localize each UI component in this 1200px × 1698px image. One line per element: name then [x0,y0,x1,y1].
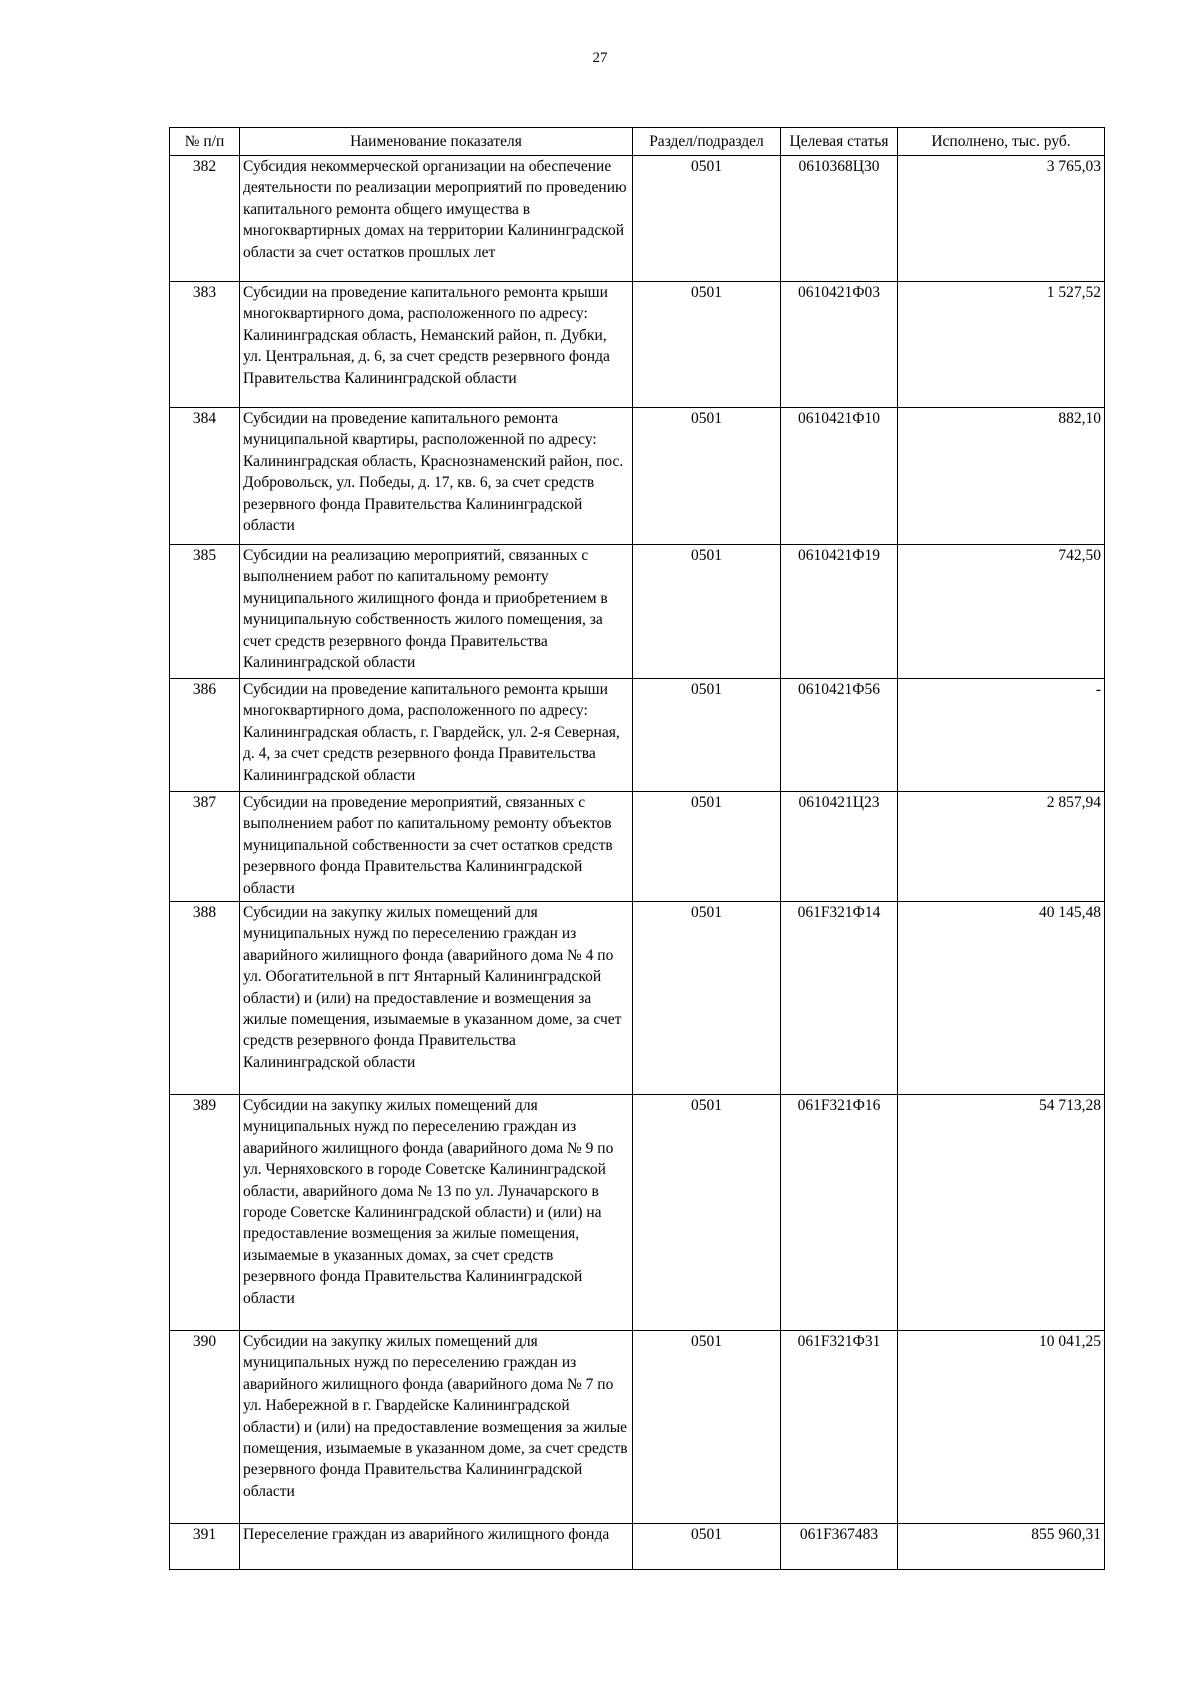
row-amount: 882,10 [898,408,1105,545]
row-name: Субсидии на проведение мероприятий, связанных с выполнением работ по капитальному ремонту объектов муниципальной собственности за счет остатков средств резервного фонда Правительства Калининградской области [240,792,633,902]
row-target: 0610421Ф19 [781,545,898,679]
row-target: 061F321Ф31 [781,1331,898,1524]
row-target: 0610421Ф03 [781,282,898,408]
col-header-amount: Исполнено, тыс. руб. [898,128,1105,156]
row-name: Субсидии на проведение капитального ремонта крыши многоквартирного дома, расположенного по адресу: Калининградская область, г. Гвардейск, ул. 2-я Северная, д. 4, за счет средств резервного фонда Правительства Калининградской области [240,679,633,792]
row-number: 389 [170,1095,240,1331]
row-number: 387 [170,792,240,902]
row-amount: 3 765,03 [898,156,1105,282]
row-name: Субсидии на закупку жилых помещений для муниципальных нужд по переселению граждан из аварийного жилищного фонда (аварийного дома № 9 по ул. Черняховского в городе Советске Калининградской области, аварийного дома № 13 по ул. Луначарского в городе Советске Калининградской области) и (или) на предоставление возмещения за жилые помещения, изымаемые в указанных домах, за счет средств резервного фонда Правительства Калининградской области [240,1095,633,1331]
row-number: 386 [170,679,240,792]
row-number: 391 [170,1524,240,1570]
table-row [170,792,1105,902]
table-row [170,902,1105,1095]
table-row [170,1331,1105,1524]
row-section: 0501 [633,282,781,408]
row-amount: 1 527,52 [898,282,1105,408]
table-row [170,1095,1105,1331]
table-row [170,282,1105,408]
row-amount: 10 041,25 [898,1331,1105,1524]
row-section: 0501 [633,408,781,545]
table-row [170,679,1105,792]
row-section: 0501 [633,1524,781,1570]
col-header-section: Раздел/подраздел [633,128,781,156]
row-amount: - [898,679,1105,792]
row-target: 061F321Ф16 [781,1095,898,1331]
row-target: 0610368Ц30 [781,156,898,282]
table-header [170,128,1105,156]
row-number: 384 [170,408,240,545]
row-section: 0501 [633,156,781,282]
row-amount: 40 145,48 [898,902,1105,1095]
row-section: 0501 [633,902,781,1095]
row-name: Субсидии на проведение капитального ремонта крыши многоквартирного дома, расположенного по адресу: Калининградская область, Неманский район, п. Дубки, ул. Центральная, д. 6, за счет средств резервного фонда Правительства Калининградской области [240,282,633,408]
header-row [170,128,1105,156]
row-number: 383 [170,282,240,408]
table-row [170,545,1105,679]
row-section: 0501 [633,679,781,792]
row-target: 061F367483 [781,1524,898,1570]
row-name: Субсидии на закупку жилых помещений для муниципальных нужд по переселению граждан из аварийного жилищного фонда (аварийного дома № 4 по ул. Обогатительной в пгт Янтарный Калининградской области) и (или) на предоставление и возмещения за жилые помещения, изымаемые в указанном доме, за счет средств резервного фонда Правительства Калининградской области [240,902,633,1095]
row-number: 382 [170,156,240,282]
row-amount: 855 960,31 [898,1524,1105,1570]
report-table [169,127,1105,1570]
col-header-num: № п/п [170,128,240,156]
row-section: 0501 [633,1331,781,1524]
row-amount: 54 713,28 [898,1095,1105,1331]
row-section: 0501 [633,1095,781,1331]
col-header-name: Наименование показателя [240,128,633,156]
table-row [170,156,1105,282]
row-number: 390 [170,1331,240,1524]
row-target: 061F321Ф14 [781,902,898,1095]
table-body [170,156,1105,1570]
row-name: Субсидии на проведение капитального ремонта муниципальной квартиры, расположенной по адресу: Калининградская область, Краснознаменский район, пос. Добровольск, ул. Победы, д. 17, кв. 6, за счет средств резервного фонда Правительства Калининградской области [240,408,633,545]
row-number: 385 [170,545,240,679]
row-number: 388 [170,902,240,1095]
row-target: 0610421Ф10 [781,408,898,545]
row-target: 0610421Ц23 [781,792,898,902]
row-name: Субсидия некоммерческой организации на обеспечение деятельности по реализации мероприятий по проведению капитального ремонта общего имущества в многоквартирных домах на территории Калининградской области за счет остатков прошлых лет [240,156,633,282]
row-name: Переселение граждан из аварийного жилищного фонда [240,1524,633,1570]
row-name: Субсидии на реализацию мероприятий, связанных с выполнением работ по капитальному ремонту муниципального жилищного фонда и приобретением в муниципальную собственность жилого помещения, за счет средств резервного фонда Правительства Калининградской области [240,545,633,679]
row-name: Субсидии на закупку жилых помещений для муниципальных нужд по переселению граждан из аварийного жилищного фонда (аварийного дома № 7 по ул. Набережной в г. Гвардейске Калининградской области) и (или) на предоставление возмещения за жилые помещения, изымаемые в указанном доме, за счет средств резервного фонда Правительства Калининградской области [240,1331,633,1524]
col-header-target: Целевая статья [781,128,898,156]
row-target: 0610421Ф56 [781,679,898,792]
row-amount: 742,50 [898,545,1105,679]
row-section: 0501 [633,545,781,679]
table-row [170,1524,1105,1570]
page-number: 27 [592,50,608,66]
table-row [170,408,1105,545]
row-amount: 2 857,94 [898,792,1105,902]
row-section: 0501 [633,792,781,902]
